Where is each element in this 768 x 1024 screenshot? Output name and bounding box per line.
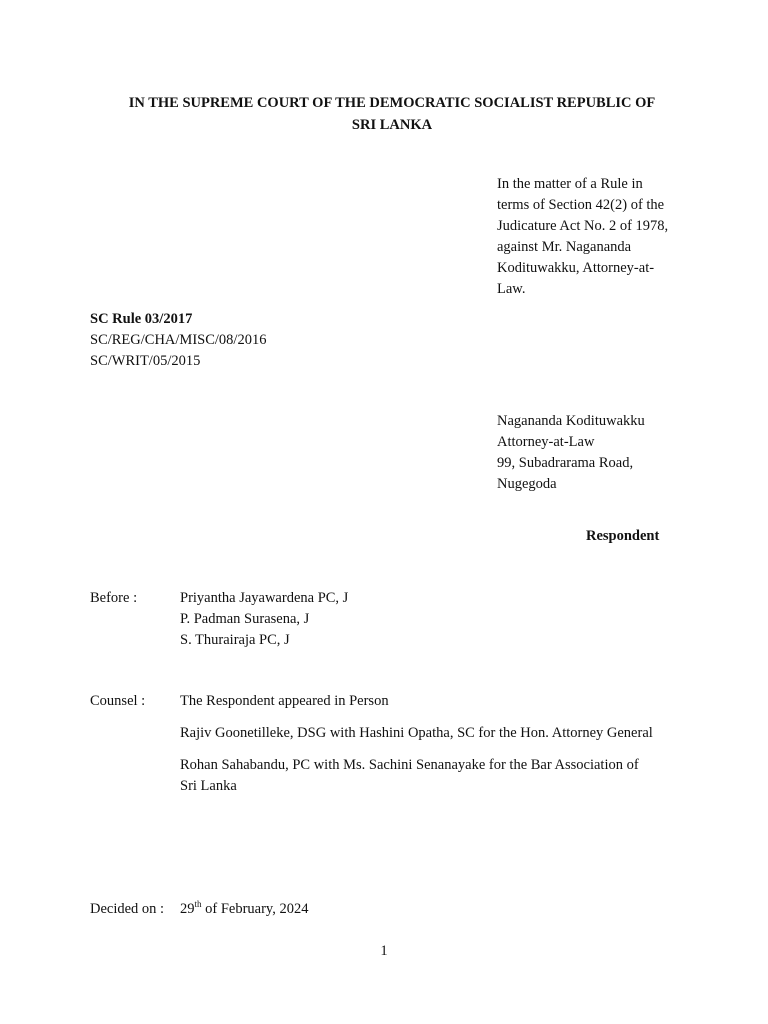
counsel-entry: Rajiv Goonetilleke, DSG with Hashini Opatha, SC for the Hon. Attorney General: [180, 725, 653, 741]
court-heading-line-2: SRI LANKA: [351, 117, 433, 133]
judge-name: S. Thurairaja PC, J: [180, 632, 290, 648]
case-reference: SC/WRIT/05/2015: [90, 353, 201, 369]
page-number: 1: [380, 943, 388, 959]
respondent-role: Respondent: [586, 528, 660, 544]
counsel-entry: The Respondent appeared in Person: [180, 693, 389, 709]
before-label: Before :: [90, 590, 138, 606]
case-numbers: [90, 309, 266, 372]
decided-date: [180, 899, 309, 920]
matter-description: [497, 174, 697, 300]
decided-day-suffix: th: [194, 899, 202, 909]
matter-line: Judicature Act No. 2 of 1978,: [497, 218, 669, 234]
counsel-list: [180, 691, 653, 797]
respondent-address: [497, 411, 645, 495]
address-line: Attorney-at-Law: [497, 434, 595, 450]
counsel-label: Counsel :: [90, 693, 146, 709]
address-line: Nugegoda: [497, 476, 557, 492]
counsel-entry: Rohan Sahabandu, PC with Ms. Sachini Senanayake for the Bar Association of: [180, 757, 639, 773]
decided-day: 29: [180, 901, 195, 917]
rule-number: SC Rule 03/2017: [90, 311, 193, 327]
matter-line: Kodituwakku, Attorney-at-: [497, 260, 655, 276]
matter-line: terms of Section 42(2) of the: [497, 197, 665, 213]
court-heading-line-1: IN THE SUPREME COURT OF THE DEMOCRATIC SOCIALIST REPUBLIC OF: [128, 95, 656, 111]
matter-line: against Mr. Nagananda: [497, 239, 632, 255]
matter-line: Law.: [497, 281, 526, 297]
decided-month-year: of February, 2024: [201, 901, 309, 917]
judge-name: Priyantha Jayawardena PC, J: [180, 590, 349, 606]
judge-name: P. Padman Surasena, J: [180, 611, 310, 627]
matter-line: In the matter of a Rule in: [497, 176, 643, 192]
address-line: Nagananda Kodituwakku: [497, 413, 645, 429]
address-line: 99, Subadrarama Road,: [497, 455, 634, 471]
case-reference: SC/REG/CHA/MISC/08/2016: [90, 332, 267, 348]
court-heading: [90, 92, 694, 136]
bench-judges: [180, 588, 348, 651]
counsel-entry: Sri Lanka: [180, 778, 237, 794]
decided-label: Decided on :: [90, 901, 165, 917]
